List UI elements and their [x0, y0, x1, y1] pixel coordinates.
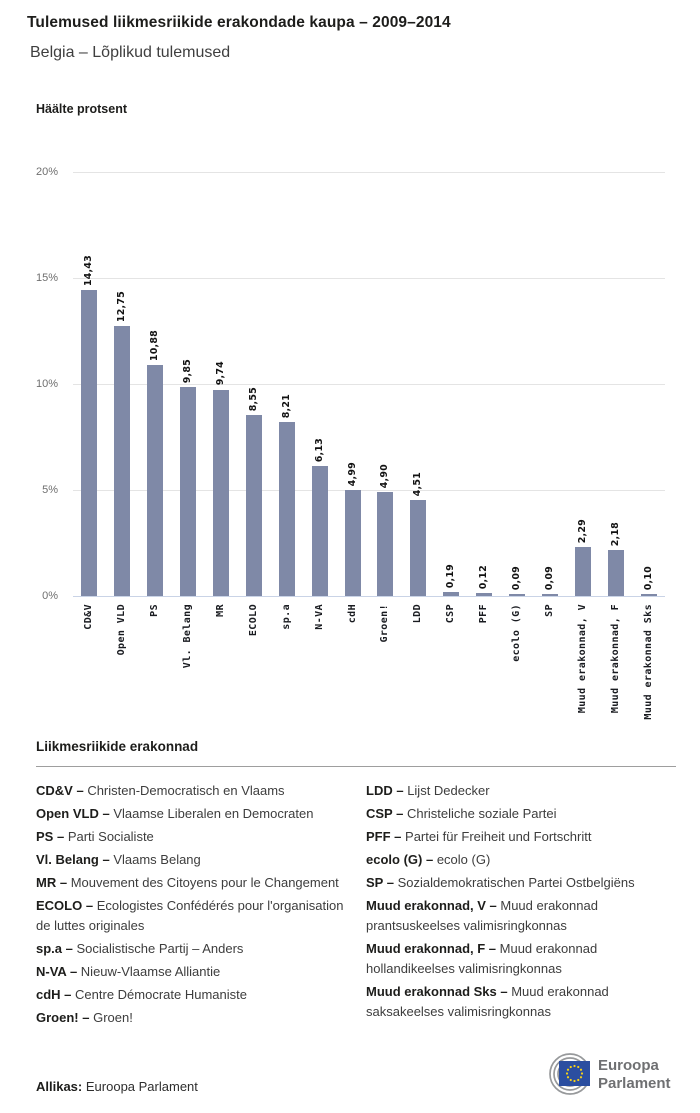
legend-definition: Parti Socialiste [67, 829, 154, 844]
legend-definition: Muud erakonnad prantsuskeelses valimisringkonnas [366, 898, 598, 933]
legend-definition: Muud erakonnad hollandikeelses valimisringkonnas [366, 941, 598, 976]
bar [114, 326, 130, 596]
logo-wordmark-line2: Parlament [598, 1075, 671, 1092]
y-tick-label: 20% [35, 166, 58, 178]
legend-entry [366, 781, 674, 801]
legend-term: CD&V – [36, 783, 84, 798]
legend-definition: Groen! [93, 1010, 133, 1025]
bar [443, 592, 459, 596]
x-tick-label: Groen! [379, 604, 391, 643]
y-tick-label: 15% [35, 272, 58, 284]
bar [377, 492, 393, 596]
legend-divider [36, 766, 676, 767]
x-tick-label: Muud erakonnad Sks [642, 604, 654, 720]
bar [213, 390, 229, 596]
x-tick-label: Open VLD [116, 604, 128, 656]
legend-entry [366, 873, 674, 893]
x-tick-label: CSP [445, 604, 457, 624]
legend-entry [36, 850, 344, 870]
bar-value-label: 8,55 [247, 386, 259, 411]
flag-star [567, 1076, 569, 1078]
legend-definition: Vlaamse Liberalen en Democraten [113, 806, 314, 821]
legend-term: PFF – [366, 829, 402, 844]
legend-definition: Christen-Democratisch en Vlaams [87, 783, 285, 798]
legend-definition: Lijst Dedecker [407, 783, 490, 798]
source-note [36, 1079, 198, 1094]
legend-entry [366, 982, 674, 1022]
legend-entry [36, 781, 344, 801]
chart-title: Tulemused liikmesriikide erakondade kaupa – 2009–2014 [27, 14, 451, 31]
x-tick-label: N-VA [313, 604, 325, 630]
bar [509, 594, 525, 596]
ep-logo [528, 1051, 680, 1099]
bar-value-label: 4,90 [379, 463, 391, 489]
legend-definition: Sozialdemokratischen Partei Ostbelgiëns [397, 875, 635, 890]
legend-term: CSP – [366, 806, 404, 821]
bar-value-label: 6,13 [313, 437, 325, 463]
bar [246, 415, 262, 596]
legend-entry [36, 939, 344, 959]
bar [641, 594, 657, 596]
legend-entry [366, 939, 674, 979]
x-tick-label: Vl. Belang [182, 604, 194, 669]
bar [81, 290, 97, 596]
bar-value-label: 4,99 [346, 461, 358, 487]
legend-term: LDD – [366, 783, 404, 798]
flag-star [580, 1076, 582, 1078]
flag-star [577, 1079, 579, 1081]
gridline [73, 278, 665, 279]
x-axis-baseline [73, 596, 665, 597]
bar-value-label: 10,88 [149, 330, 161, 362]
bar [542, 594, 558, 596]
legend-definition: Muud erakonnad saksakeelses valimisringkonnas [366, 984, 609, 1019]
legend [36, 781, 676, 1031]
bar [476, 593, 492, 596]
legend-term: ecolo (G) – [366, 852, 434, 867]
legend-definition: Mouvement des Citoyens pour le Changement [70, 875, 339, 890]
x-tick-label: Muud erakonnad, F [609, 604, 621, 714]
legend-term: SP – [366, 875, 394, 890]
legend-term: Muud erakonnad Sks – [366, 984, 508, 999]
x-tick-label: PFF [478, 604, 490, 624]
legend-definition: Socialistische Partij – Anders [76, 941, 244, 956]
legend-entry [36, 873, 344, 893]
legend-entry [366, 850, 674, 870]
legend-entry [36, 804, 344, 824]
legend-term: Muud erakonnad, F – [366, 941, 497, 956]
source-value: Euroopa Parlament [85, 1079, 198, 1094]
bar [575, 547, 591, 596]
bar-value-label: 4,51 [412, 472, 424, 497]
flag-star [573, 1080, 575, 1082]
legend-term: N-VA – [36, 964, 78, 979]
legend-term: Open VLD – [36, 806, 110, 821]
x-tick-label: CD&V [83, 604, 95, 630]
bar-value-label: 14,43 [83, 255, 95, 287]
bar [410, 500, 426, 596]
legend-entry [366, 804, 674, 824]
x-tick-label: PS [149, 604, 161, 617]
legend-term: ECOLO – [36, 898, 94, 913]
x-tick-label: LDD [412, 604, 424, 624]
legend-entry [366, 827, 674, 847]
x-tick-label: Muud erakonnad, V [576, 604, 588, 714]
legend-entry [36, 827, 344, 847]
source-label: Allikas: [36, 1079, 83, 1094]
bar-value-label: 12,75 [116, 290, 128, 322]
legend-term: Muud erakonnad, V – [366, 898, 497, 913]
bar-value-label: 0,10 [642, 565, 654, 590]
plot-area [73, 172, 665, 720]
bar-value-label: 0,19 [445, 563, 457, 588]
legend-title: Liikmesriikide erakonnad [36, 739, 199, 754]
legend-term: sp.a – [36, 941, 73, 956]
y-axis-title: Häälte protsent [36, 102, 127, 116]
legend-term: Vl. Belang – [36, 852, 110, 867]
x-tick-label: ECOLO [247, 604, 259, 637]
bar [180, 387, 196, 596]
legend-definition: Ecologistes Confédérés pour l'organisation de luttes originales [36, 898, 344, 933]
y-tick-label: 0% [42, 590, 58, 602]
bar-value-label: 9,85 [182, 358, 194, 384]
bar [608, 550, 624, 596]
legend-definition: Christeliche soziale Partei [406, 806, 557, 821]
logo-wordmark-line1: Euroopa [598, 1057, 659, 1074]
chart-subtitle: Belgia – Lõplikud tulemused [30, 44, 231, 61]
legend-entry [36, 1008, 344, 1028]
legend-definition: ecolo (G) [436, 852, 491, 867]
legend-definition: Vlaams Belang [113, 852, 201, 867]
bar [345, 490, 361, 596]
eu-flag-icon [559, 1061, 590, 1086]
legend-term: Groen! – [36, 1010, 90, 1025]
bar-value-label: 0,12 [478, 565, 490, 590]
x-tick-label: ecolo (G) [511, 604, 522, 662]
bar-value-label: 8,21 [280, 393, 292, 418]
logo-trim [589, 1051, 597, 1099]
bar [147, 365, 163, 596]
flag-star [577, 1066, 579, 1068]
flag-star [570, 1066, 572, 1068]
legend-definition: Partei für Freiheit und Fortschritt [405, 829, 592, 844]
x-tick-label: sp.a [280, 604, 292, 630]
legend-entry [36, 985, 344, 1005]
flag-star [567, 1069, 569, 1071]
legend-entry [36, 962, 344, 982]
bar [312, 466, 328, 596]
legend-term: cdH – [36, 987, 72, 1002]
flag-star [580, 1069, 582, 1071]
flag-star [570, 1079, 572, 1081]
legend-entry [366, 896, 674, 936]
legend-definition: Nieuw-Vlaamse Alliantie [80, 964, 221, 979]
flag-star [566, 1072, 568, 1074]
y-tick-label: 10% [35, 378, 58, 390]
legend-entry [36, 896, 344, 936]
legend-column-left [36, 781, 344, 1031]
bar-value-label: 2,18 [609, 521, 621, 546]
y-tick-label: 5% [42, 484, 58, 496]
gridline [73, 172, 665, 173]
bar [279, 422, 295, 596]
bar-value-label: 2,29 [576, 519, 588, 544]
legend-definition: Centre Démocrate Humaniste [75, 987, 247, 1002]
bar-value-label: 0,09 [511, 565, 522, 590]
legend-term: MR – [36, 875, 68, 890]
legend-term: PS – [36, 829, 65, 844]
flag-star [581, 1072, 583, 1074]
x-tick-label: SP [543, 604, 555, 617]
x-tick-label: cdH [346, 604, 358, 624]
x-tick-label: MR [215, 604, 226, 617]
bar-value-label: 0,09 [543, 565, 555, 590]
bar-value-label: 9,74 [215, 361, 226, 386]
flag-star [573, 1065, 575, 1067]
legend-column-right [366, 781, 674, 1031]
